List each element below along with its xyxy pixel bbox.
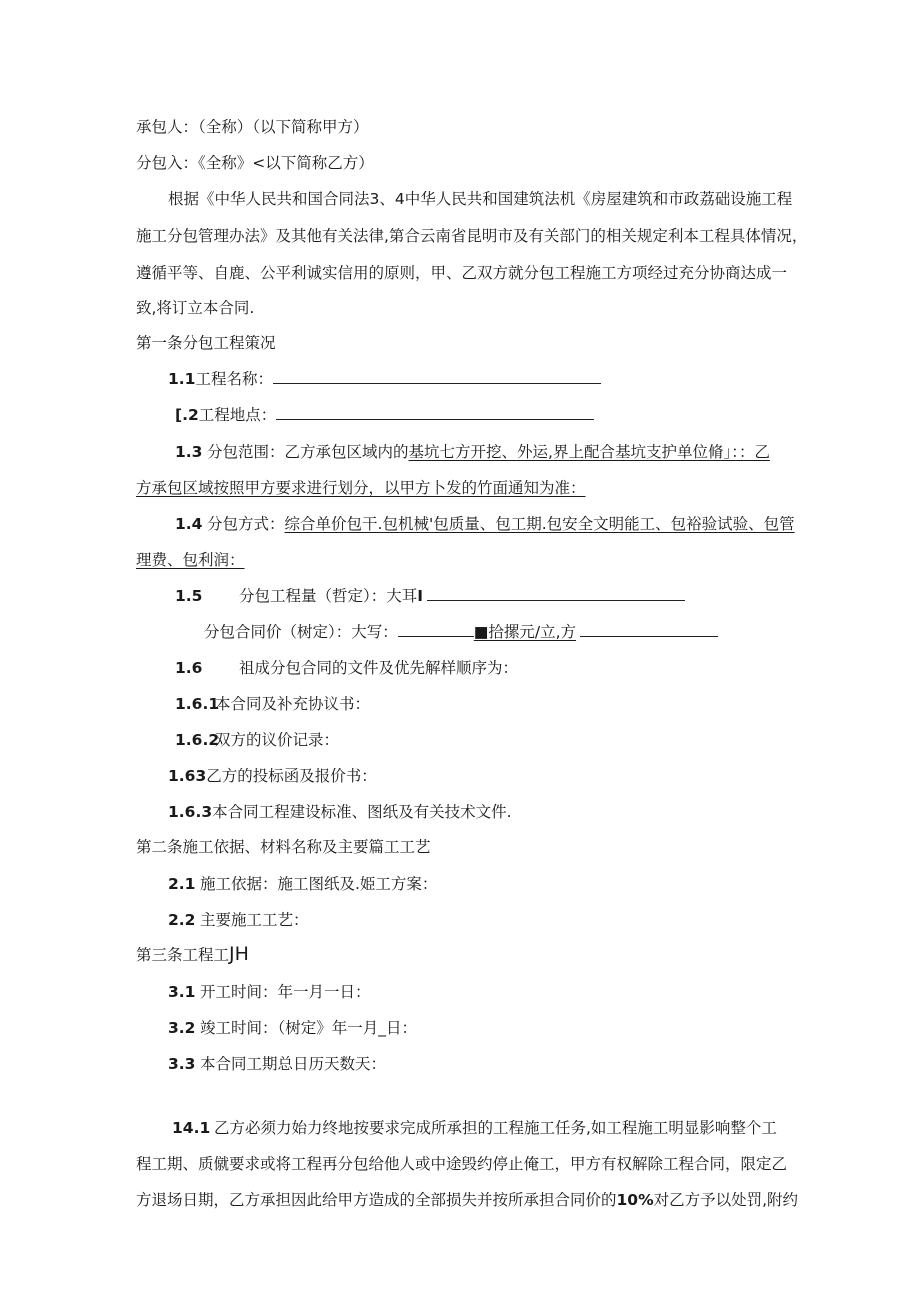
article-title-text: 第三条工程工 (136, 946, 230, 964)
clause-1-6-2 (175, 729, 339, 751)
clause-text: 工程地点： (198, 406, 277, 424)
price-label: 分包合同价（树定）：大写： (204, 623, 398, 641)
clause-number: 1.5 (175, 587, 203, 605)
clause-1-3 (175, 441, 770, 463)
clause-number: 14.1 (172, 1119, 211, 1137)
intro-line-2: 施工分包管理办法》及其他有关法律,第合云南省昆明市及有关部门的相关规定利本工程具体情况， (136, 227, 808, 245)
clause-1-6 (175, 657, 518, 679)
clause-1-2 (175, 404, 594, 426)
clause-14-1-line-3 (136, 1189, 798, 1211)
clause-number: [.2 (175, 406, 199, 424)
clause-1-1 (168, 368, 601, 390)
fill-blank (398, 622, 474, 637)
clause-number: 1.6.3 (168, 803, 213, 821)
clause-text: 施工依据：施工图纸及.姫工方案： (200, 875, 438, 893)
fill-blank (276, 405, 594, 420)
clause-2-1 (168, 873, 437, 895)
clause-number: 3.2 (168, 1019, 196, 1037)
clause-text: 乙方必须力始力终地按要求完成所承担的工程施工任务,如工程施工明显影响整个工 (214, 1119, 777, 1137)
clause-1-3-line-2: 方承包区域按照甲方要求进行划分，以甲方卜发的竹面通知为准： (136, 479, 586, 497)
clause-number: 1.6.1 (175, 695, 220, 713)
article-title-suffix: JH (229, 943, 249, 965)
clause-3-3 (168, 1053, 386, 1075)
clause-number: 1.63 (168, 767, 207, 785)
penalty-percent: 10% (616, 1191, 654, 1209)
clause-number: 1.6.2 (175, 731, 220, 749)
fill-blank (273, 369, 601, 384)
contractor-line: 承包人：（全称）（以下简称甲方） (136, 118, 369, 136)
clause-text: 开工时间：年一月一日： (200, 983, 371, 1001)
clause-text: 双方的议价记录： (215, 731, 340, 749)
clause-14-1 (172, 1117, 777, 1139)
clause-text: 分包工程量（哲定）：大耳 (239, 587, 418, 605)
fill-blank (427, 586, 685, 601)
clause-number: 2.1 (168, 875, 196, 893)
intro-line-1: 根据《中华人民共和国合同法3、4中华人民共和国建筑法机《房屋建筑和市政荔础设施工程 (168, 190, 793, 208)
subcontractor-line: 分包入：《全称》<以下简称乙方） (136, 154, 374, 172)
clause-text: 竣工时间：（树定》年一月_日： (200, 1019, 418, 1037)
clause-1-6-1 (175, 693, 370, 715)
clause-1-4-line-2: 理费、包利润： (136, 551, 245, 569)
clause-3-1 (168, 981, 371, 1003)
fill-blank (580, 622, 718, 637)
clause-text: 工程名称： (195, 370, 273, 388)
clause-number: 3.1 (168, 983, 196, 1001)
intro-line-4: 致,将订立本合同. (136, 299, 255, 317)
clause-3-2 (168, 1017, 417, 1039)
intro-line-3: 遵循平等、自鹿、公平利诚实信用的原则，甲、乙双方就分包工程施工方项经过充分协商达成一 (136, 264, 788, 282)
clause-text: 分包范围：乙方承包区域内的 (207, 443, 409, 461)
clause-number: 1.6 (175, 659, 203, 677)
clause-14-1-line-2: 程工期、质僦要求或将工程再分包给他人或中途毁约停止俺工，甲方有权解除工程合同，限定乙 (136, 1155, 788, 1173)
clause-2-2 (168, 909, 309, 931)
article-2-title: 第二条施工依据、材料名称及主要篇工工艺 (136, 838, 431, 856)
clause-text: 对乙方予以处罚,附约 (653, 1191, 799, 1209)
clause-number: 3.3 (168, 1055, 196, 1073)
clause-text: 本合同工程建设标准、图纸及有关技术文件. (212, 803, 512, 821)
clause-number: 1.3 (175, 443, 203, 461)
clause-text: 祖成分包合同的文件及优先解样顺序为： (239, 659, 519, 677)
clause-text: 乙方的投标函及报价书： (206, 767, 377, 785)
clause-number: 1.1 (168, 370, 196, 388)
clause-number: 2.2 (168, 911, 196, 929)
clause-text-tail: I (417, 587, 424, 605)
article-1-title: 第一条分包工程策况 (136, 334, 276, 352)
clause-1-5 (175, 585, 685, 607)
clause-1-4 (175, 513, 795, 535)
price-unit: ■拾摞元/立,方 (473, 623, 577, 641)
clause-text: 主要施工工艺： (200, 911, 309, 929)
clause-text: 分包方式： (207, 515, 285, 533)
underlined-text: 综合单价包干.包机械'包质量、包工期.包安全文明能工、包裕验试验、包管 (284, 515, 795, 533)
article-3-title (136, 943, 249, 966)
underlined-text: 基坑七方开挖、外运,界上配合基坑支护单位脩」：：乙 (408, 443, 770, 461)
clause-number: 1.4 (175, 515, 203, 533)
clause-text: 方退场日期，乙方承担因此给甲方造成的全部损失并按所承担合同价的 (136, 1191, 617, 1209)
clause-1-6-3a (168, 765, 377, 787)
clause-1-6-3b (168, 801, 512, 823)
clause-text: 本合同及补充协议书： (215, 695, 371, 713)
contract-price-line (204, 621, 718, 643)
clause-text: 本合同工期总日历天数天： (200, 1055, 387, 1073)
